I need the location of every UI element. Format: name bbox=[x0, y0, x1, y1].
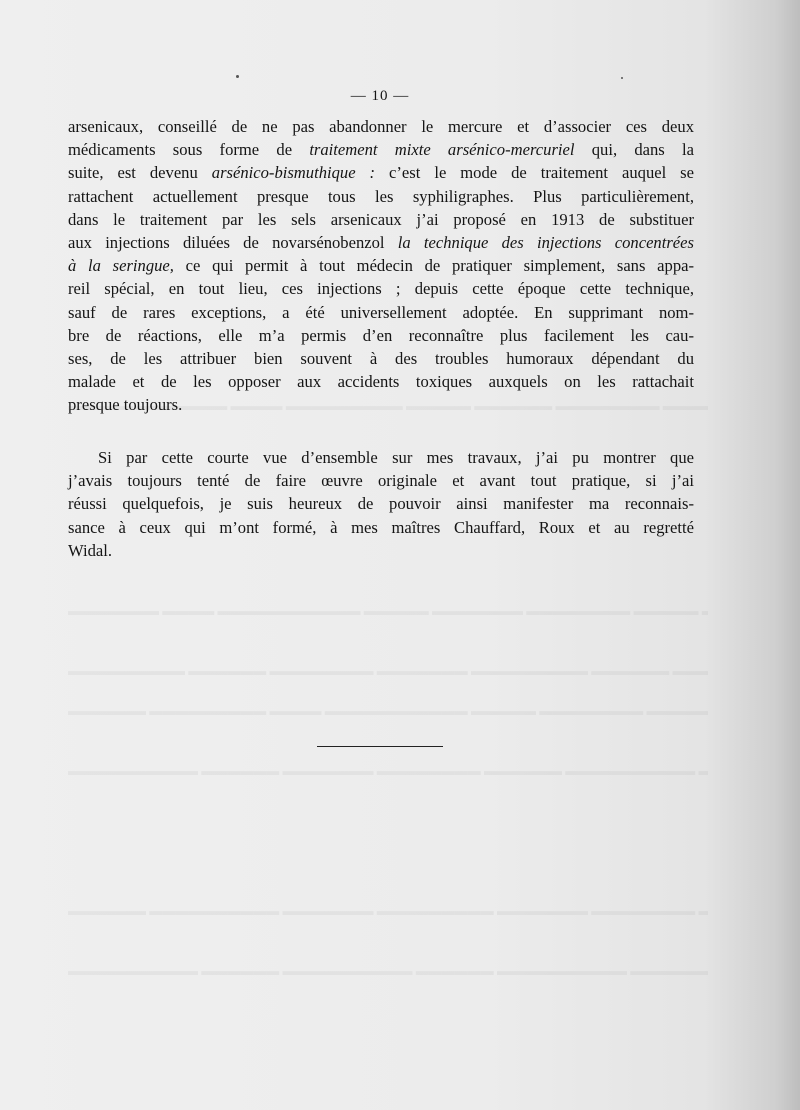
text-run: malade et de les opposer aux accidents toxiques auxquels on les rattachait bbox=[68, 372, 694, 392]
text-line bbox=[68, 138, 694, 161]
text-run: ce qui permit à tout médecin de pratiquer simplement, sans appa- bbox=[173, 256, 695, 276]
show-through-texture bbox=[68, 900, 708, 921]
text-line bbox=[68, 301, 694, 324]
text-run: rattachent actuellement presque tous les syphiligraphes. Plus particulièrement, bbox=[68, 186, 694, 206]
print-speck bbox=[621, 77, 623, 79]
end-rule bbox=[317, 746, 443, 747]
italic-text-run: arsénico-bismuthique : bbox=[211, 163, 376, 183]
italic-text-run: à la seringue, bbox=[68, 256, 174, 276]
show-through-texture bbox=[68, 600, 708, 621]
text-run: réussi quelquefois, je suis heureux de pouvoir ainsi manifester ma reconnais- bbox=[68, 494, 694, 514]
text-line bbox=[68, 516, 694, 539]
text-line bbox=[68, 446, 694, 469]
text-line bbox=[68, 469, 694, 492]
text-run: qui, dans la bbox=[574, 140, 694, 160]
text-line bbox=[68, 254, 694, 277]
text-run: suite, est devenu bbox=[68, 163, 212, 183]
text-line bbox=[68, 492, 694, 515]
text-run: ses, de les attribuer bien souvent à des troubles humoraux dépendant du bbox=[68, 349, 694, 369]
text-line bbox=[68, 539, 694, 562]
page-number: — 10 — bbox=[350, 88, 410, 104]
text-line bbox=[68, 393, 694, 416]
italic-text-run: traitement mixte arsénico-mercuriel bbox=[309, 140, 575, 160]
text-line bbox=[68, 370, 694, 393]
text-run: médicaments sous forme de bbox=[68, 140, 310, 160]
text-line bbox=[68, 161, 694, 184]
text-line bbox=[68, 231, 694, 254]
text-run: sauf de rares exceptions, a été universellement adoptée. En supprimant nom- bbox=[68, 302, 694, 322]
text-run: bre de réactions, elle m’a permis d’en reconnaître plus facilement les cau- bbox=[68, 325, 694, 345]
text-run: reil spécial, en tout lieu, ces injections ; depuis cette époque cette technique, bbox=[68, 279, 694, 299]
show-through-texture bbox=[68, 960, 708, 981]
text-run: presque toujours. bbox=[68, 395, 183, 415]
text-line bbox=[68, 347, 694, 370]
text-line bbox=[68, 115, 694, 138]
show-through-texture bbox=[68, 660, 708, 681]
text-line bbox=[68, 324, 694, 347]
print-speck bbox=[236, 75, 239, 78]
paragraph-1 bbox=[68, 115, 694, 417]
show-through-texture bbox=[68, 700, 708, 721]
text-run: j’avais toujours tenté de faire œuvre originale et avant tout pratique, si j’ai bbox=[68, 471, 694, 491]
show-through-texture bbox=[68, 760, 708, 781]
paragraph-2 bbox=[68, 446, 694, 562]
text-run: dans le traitement par les sels arsenicaux j’ai proposé en 1913 de substituer bbox=[68, 209, 694, 229]
italic-text-run: la technique des injections concentrées bbox=[397, 233, 694, 253]
text-run: Widal. bbox=[68, 540, 113, 560]
text-run: arsenicaux, conseillé de ne pas abandonner le mercure et d’associer ces deux bbox=[68, 117, 694, 136]
text-line bbox=[68, 208, 694, 231]
text-run: aux injections diluées de novarsénobenzol bbox=[68, 233, 398, 253]
text-line bbox=[68, 185, 694, 208]
text-line bbox=[68, 277, 694, 300]
text-run: sance à ceux qui m’ont formé, à mes maîtres Chauffard, Roux et au regretté bbox=[68, 517, 694, 537]
text-run: Si par cette courte vue d’ensemble sur mes travaux, j’ai pu montrer que bbox=[98, 448, 694, 467]
text-run: c’est le mode de traitement auquel se bbox=[375, 163, 695, 183]
